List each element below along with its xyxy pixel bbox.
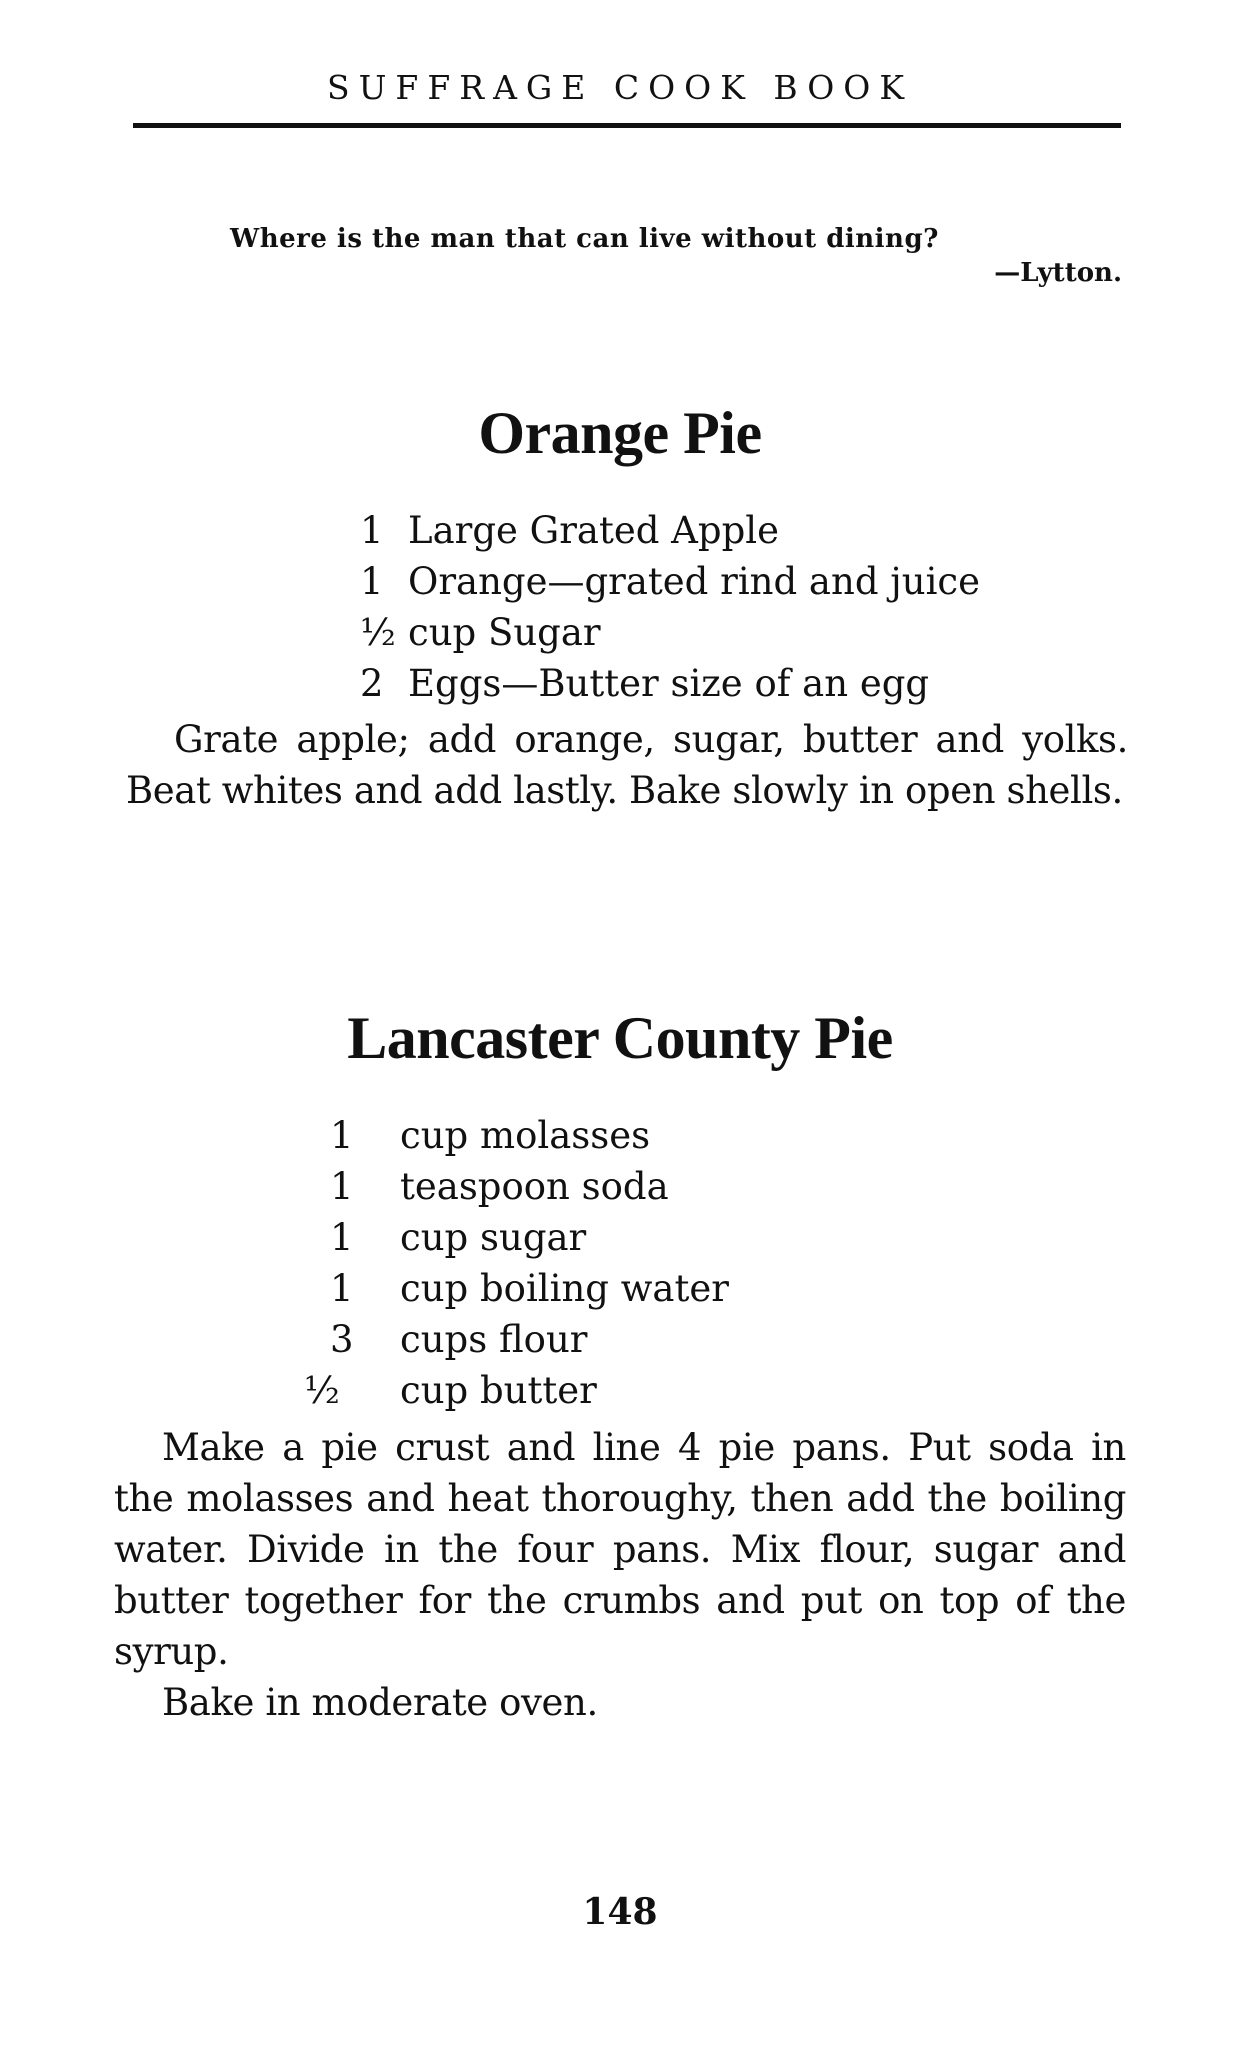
ingredient-name: cup butter: [400, 1369, 597, 1412]
ingredient-item: [360, 505, 980, 556]
ingredient-qty: 1: [330, 1114, 354, 1157]
recipe-directions-lancaster-county-pie-bake: Bake in moderate oven.: [162, 1681, 598, 1724]
ingredient-list-lancaster-county-pie: [304, 1110, 729, 1416]
ingredient-item: [360, 658, 980, 709]
ingredient-qty: 1: [330, 1267, 354, 1310]
ingredient-name: Large Grated Apple: [408, 509, 779, 552]
ingredient-qty: 1: [360, 560, 384, 603]
ingredient-qty: 1: [360, 509, 384, 552]
ingredient-name: cups flour: [400, 1318, 588, 1361]
ingredient-name: Orange—grated rind and juice: [408, 560, 981, 603]
ingredient-qty: ½: [304, 1369, 340, 1412]
ingredient-qty: 3: [330, 1318, 354, 1361]
ingredient-item: [304, 1365, 729, 1416]
recipe-directions-lancaster-county-pie: Make a pie crust and line 4 pie pans. Put soda in the molasses and heat thoroughy, then add the boiling water. Divide in the four pans. Mix flour, sugar and butter together for the crumbs and put on top of the syrup.: [114, 1426, 1126, 1673]
ingredient-name: cup molasses: [400, 1114, 651, 1157]
ingredient-item: [330, 1110, 729, 1161]
page-number: 148: [582, 1891, 658, 1933]
ingredient-name: teaspoon soda: [400, 1165, 669, 1208]
ingredient-item: [360, 607, 980, 658]
ingredient-qty: 1: [330, 1216, 354, 1259]
running-title: SUFFRAGE COOK BOOK: [327, 68, 913, 107]
ingredient-name: Eggs—Butter size of an egg: [408, 662, 930, 705]
ingredient-item: [330, 1263, 729, 1314]
ingredient-qty: 2: [360, 662, 384, 705]
ingredient-name: cup boiling water: [400, 1267, 729, 1310]
ingredient-qty: 1: [330, 1165, 354, 1208]
ingredient-item: [330, 1212, 729, 1263]
ingredient-item: [330, 1161, 729, 1212]
ingredient-item: [360, 556, 980, 607]
recipe-title-orange-pie: Orange Pie: [478, 400, 762, 466]
ingredient-list-orange-pie: [360, 505, 980, 709]
recipe-directions-orange-pie: Grate apple; add orange, sugar, butter and yolks. Beat whites and add lastly. Bake slowly in open shells.: [126, 718, 1128, 812]
ingredient-item: [330, 1314, 729, 1365]
recipe-title-lancaster-county-pie: Lancaster County Pie: [347, 1005, 893, 1071]
ingredient-qty: ½: [360, 611, 396, 654]
ingredient-name: cup Sugar: [408, 611, 601, 654]
epigraph-author: —Lytton.: [994, 258, 1122, 288]
header-rule: [133, 123, 1121, 128]
epigraph-quote: Where is the man that can live without dining?: [230, 224, 939, 254]
ingredient-name: cup sugar: [400, 1216, 587, 1259]
